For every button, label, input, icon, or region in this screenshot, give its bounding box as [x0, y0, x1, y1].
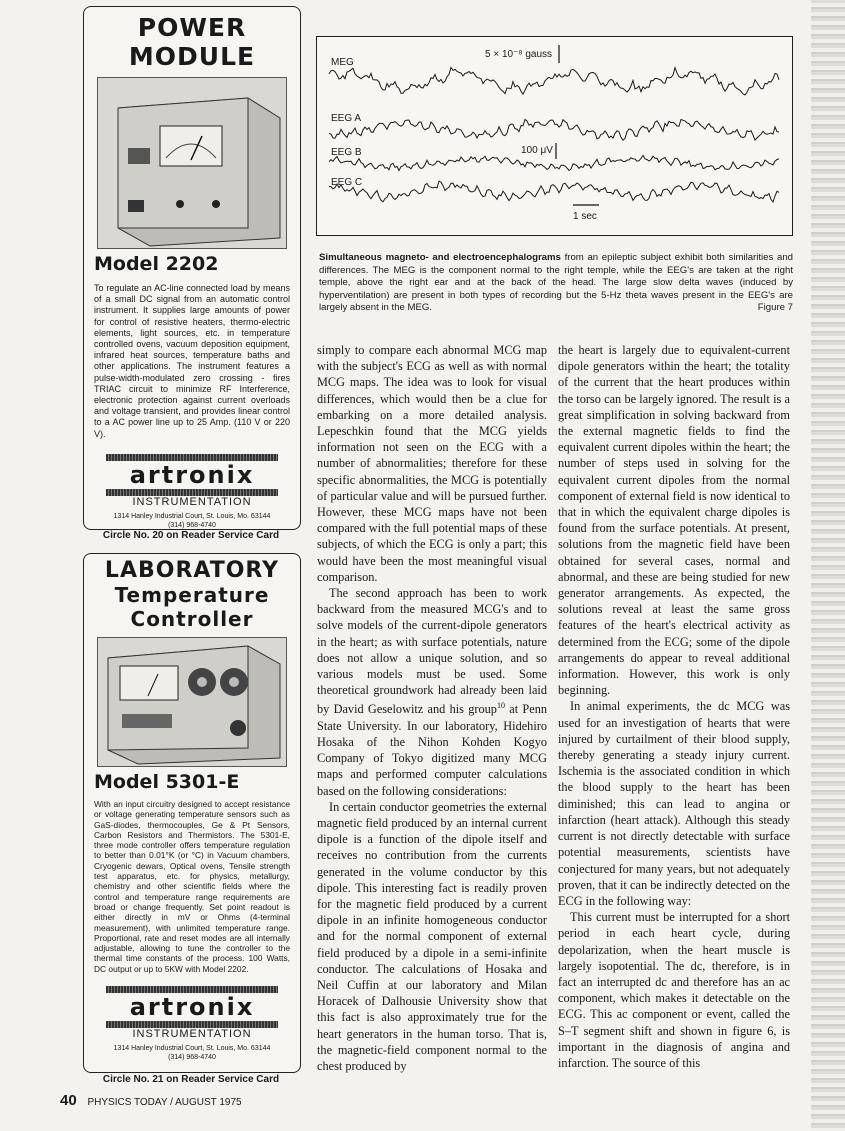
ad-phone: (314) 968-4740 [168, 1054, 216, 1062]
ad-address: 1314 Hanley Industrial Court, St. Louis, Mo. 63144 [113, 512, 271, 520]
figure-number: Figure 7 [757, 302, 793, 314]
journal-issue: PHYSICS TODAY / AUGUST 1975 [87, 1097, 242, 1108]
meg-trace [329, 67, 779, 95]
temperature-controller-ad [83, 553, 301, 1073]
power-module-photo [97, 77, 287, 249]
paragraph: In animal experiments, the dc MCG was used for an investigation of hearts that were injured by curtailment of their blood supply, thereby generating a steady injury current. Ischemia is the associated condition in which the blood supply to the heart has been diminished; this can lead to angina or infarction (heart attack). Although this steady current is not directly detectable with surface potential measurements, scientists have conjectured for many years, but not adequately proven, that it can be indirectly detected on the ECG in the following way: [558, 699, 790, 908]
paragraph: simply to compare each abnormal MCG map with the subject's ECG as well as with normal MCG maps. The idea was to look for visual differences, which would then be a clue for embarking on a more detailed analysis. Lepeschkin found that the MCG yields information not seen on the ECG with a number of abnormalities; therefore for these specific abnormalities, the MCG is potentially of particular value and will be pursued further. However, these MCG maps have not been compared with the full potential maps of these subjects, of which the ECG is only a part; this would have been the most meaningful visual comparison. [317, 343, 547, 584]
page-number: 40 [60, 1092, 77, 1109]
trace-label-eeg-b: EEG B [331, 147, 362, 158]
artronix-logo: artronix [129, 993, 255, 1022]
waveform-plot [317, 37, 792, 235]
paragraph: In certain conductor geometries the external magnetic field produced by an internal current dipole is a function of the dipole itself and receives no contribution from the currents generated in the volume conductor by this dipole. This interesting fact is readily proven for the magnetic field produced by a current dipole in an infinite homogeneous conductor and for the normal component of external field produced by a dipole in a semi-infinite conductor. The calculations of Hosaka and Neil Cuffin at our laboratory and Milan Horacek of Dalhousie University show that this fact is also approximately true for the heart generators in the human torso. That is, the magnetic-field component normal to the chest produced by [317, 799, 547, 1074]
brand-subtitle: INSTRUMENTATION [132, 1028, 252, 1041]
ad-description: To regulate an AC-line connected load by means of a small DC signal from an automatic control instrument. It supplies large amounts of power for control of resistive heaters, thermo-electric elements, light sources, etc. in temperature controlled ovens, vacuum deposition equipment, infrared heat sources, temperature baths and other applications. The instrument features a pulse-width-modulated zero crossing - fires TRIAC circuit to minimize RF Interference, electronic protection against current overloads and voltage transient, and provides linear control to a AC power line up to 25 Amp. (110 V or 220 V). [94, 283, 290, 439]
eeg-a-trace [329, 119, 779, 140]
paragraph: the heart is largely due to equivalent-current dipole generators within the heart; the totality of the current that the heart produces within the torso can be largely ignored. The result is a great simplification in solving backward from the external magnetic fields to find the equivalent current dipoles within the heart; the number of steps used in solving for the equivalent current dipoles from the normal component of external field is now identical to that in which the equivalent charge dipoles is found from the surface potentials. At present, solutions from the magnetic field have been obtained for several cases, normal and abnormal, and these are being studied for new generator arrangements. As expected, the solutions reveal at least the same gross features of the heart's electrical activity as determined from the ECG; some of the dipole arrangements do appear to reveal additional information. However, this work is only beginning. [558, 343, 790, 698]
logo-bar-bottom [106, 1021, 278, 1028]
eeg-c-trace [329, 181, 779, 202]
artronix-logo: artronix [129, 460, 255, 489]
page-footer [60, 1092, 242, 1109]
brand-subtitle: INSTRUMENTATION [132, 495, 252, 508]
trace-label-eeg-c: EEG C [331, 177, 363, 188]
temperature-controller-photo [97, 637, 287, 767]
reader-service-circle-20: Circle No. 20 on Reader Service Card [102, 530, 280, 541]
logo-bar-bottom [106, 489, 278, 496]
figure-caption [319, 252, 793, 315]
paragraph: The second approach has been to work backward from the measured MCG's and to solve models of the current-dipole generators in the heart; as with surface potentials, nature does not allow a unique solution, and so various models must be used. Some theoretical groundwork had already been laid by David Geselowitz and his group$^{10}$ at Penn State University. In our laboratory, Hidehiro Hosaka of the Nihon Kohden Kogyo Company of Tokyo digitized many MCG maps and performed computer calculations based on the following considerations: [317, 586, 547, 798]
time-scale-label: 1 sec [573, 211, 597, 222]
logo-bar-top [106, 986, 278, 993]
ad-description: With an input circuitry designed to accept resistance or voltage generating temperature sensors such as GaS-diodes, thermocouples, Ge & Pt Sensors, Carbon Resistors and Thermistors. The 5301-E, three mode controller offers temperature regulation to better than 0.01°K (or °C) in Vacuum chambers, Cryogenic dewars, Optical ovens, Tensile strength test apparatus, etc. for physics, metallurgy, chemistry and other scientific fields where the control and temperature range requirements are broad or change frequently. Set point readout is either directly in mV or Ohms (4-terminal measurement), with unlimited temperature range. Proportional, rate and reset modes are all internally adjustable, allowing to tune the controller to the thermal time constants of the process. 100 Watts, DC output or up to 5KW with Model 2202. [94, 799, 290, 974]
ad-phone: (314) 968-4740 [168, 521, 216, 529]
trace-label-eeg-a: EEG A [331, 113, 362, 124]
eeg-b-trace [329, 155, 779, 170]
ad-model: Model 2202 [94, 253, 219, 275]
ad-model: Model 5301-E [94, 771, 240, 793]
caption-lead: Simultaneous magneto- and electroencephalograms [319, 252, 561, 263]
trace-label-meg: MEG [331, 57, 354, 68]
paragraph: This current must be interrupted for a short period in each heart cycle, during depolarization, when the heart muscle is largely isopotential. The dc, therefore, is in fact an interrupted dc and therefore has an ac component, which makes it detectable on the ECG. This ac component or event, called the S–T segment shift and shown in figure 6, is important in the diagnosis of angina and infarction. The source of this [558, 910, 790, 1070]
ad-address: 1314 Hanley Industrial Court, St. Louis, Mo. 63144 [113, 1045, 271, 1053]
eeg-scale-label: 100 μV [521, 145, 553, 156]
reader-service-circle-21: Circle No. 21 on Reader Service Card [102, 1074, 280, 1085]
logo-bar-top [106, 454, 278, 461]
ad-headline-2: Temperature Controller [114, 583, 270, 631]
meg-scale-label: 5 × 10⁻⁸ gauss [485, 49, 553, 60]
caption-body: from an epileptic subject exhibit both similarities and differences. The MEG is the component normal to the right temple, while the EEG's are taken at the right temple, above the right ear and at the back of the head. The large slow delta waves (induced by hyperventilation) are present in both types of recording but the 5-Hz theta waves present in the EEG's are largely absent in the MEG. [319, 252, 793, 314]
instrument-illustration [98, 78, 286, 248]
ad-headline: POWER MODULE [128, 13, 256, 71]
body-column-1 [317, 342, 547, 1074]
power-module-ad [83, 6, 301, 530]
figure-7-traces [316, 36, 793, 236]
ad-headline-1: LABORATORY [104, 558, 280, 583]
body-column-2 [558, 342, 790, 1071]
controller-illustration [98, 638, 286, 766]
page-edge-binding [811, 0, 845, 1131]
